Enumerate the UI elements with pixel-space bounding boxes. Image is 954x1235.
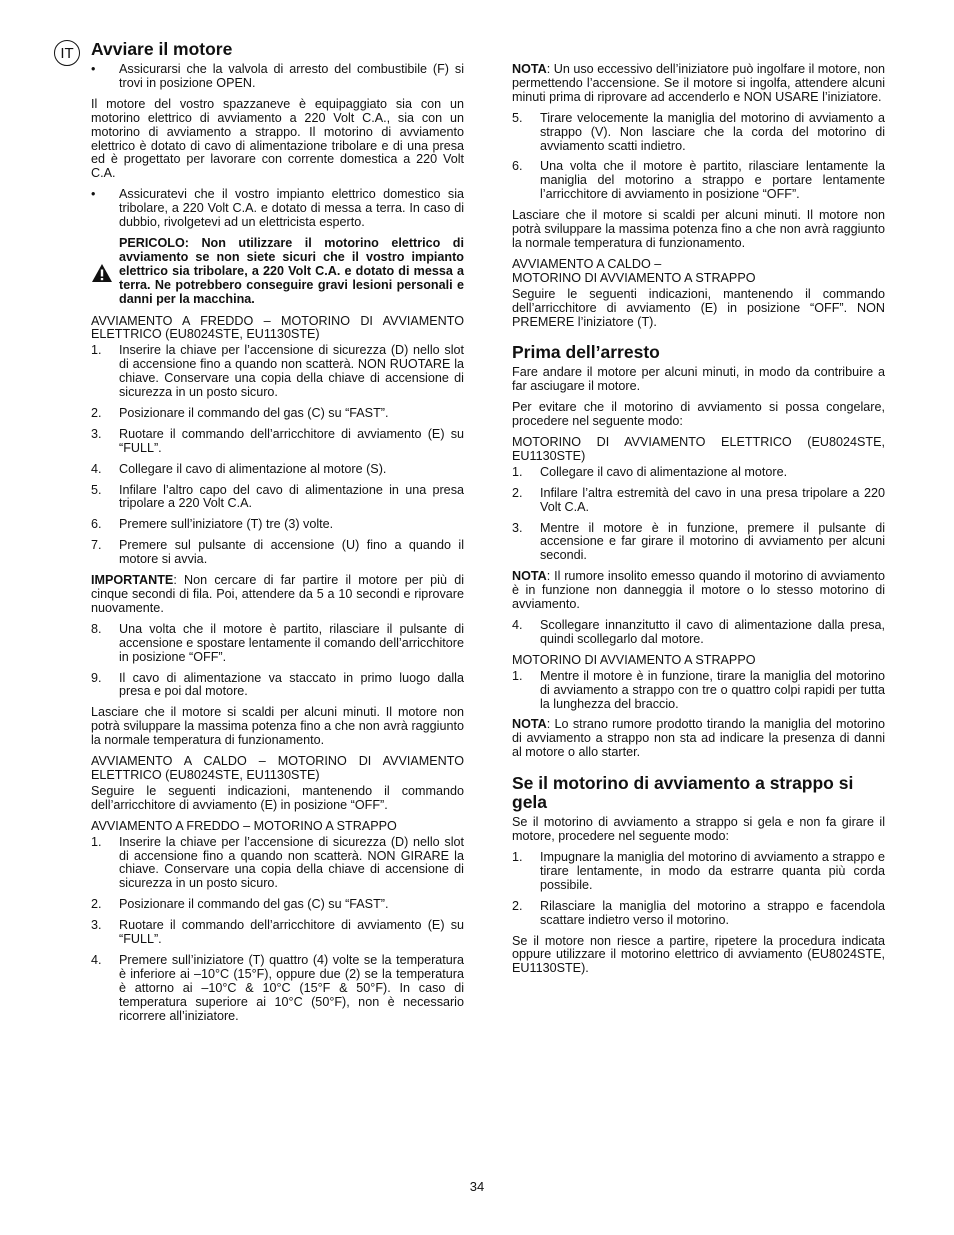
subsection-header: AVVIAMENTO A CALDO – [512,256,662,271]
subsection-header: MOTORINO DI AVVIAMENTO ELETTRICO (EU8024STE, EU1130STE) [512,435,885,463]
step-number: 1. [512,849,523,864]
step-number: 3. [91,918,102,933]
step-item [91,428,464,456]
step-text: Scollegare innanzitutto il cavo di alimentazione dalla presa, quindi scollegarlo dal motore. [540,618,885,646]
step-text: Il cavo di alimentazione va staccato in primo luogo dalla presa e poi dal motore. [119,670,464,699]
step-text: Infilare l’altro capo del cavo di alimentazione in una presa tripolare a 220 Volt C.A. [119,482,464,511]
step-number: 4. [91,461,102,476]
note: NOTA: Il rumore insolito emesso quando il motorino di avviamento è in funzione non danneggia il motore o lo stesso motorino di avviamento. [512,569,885,612]
step-list [512,670,885,712]
step-number: 5. [512,110,523,125]
step-item [512,851,885,893]
subsection-header: MOTORINO DI AVVIAMENTO A STRAPPO [512,270,756,285]
section-title-frozen-starter: Se il motorino di avviamento a strappo si gela [512,773,854,813]
important-note: IMPORTANTE: Non cercare di far partire il motore per più di cinque secondi di fila. Poi, attendere da 5 a 10 secondi e riprovare nuovamente. [91,573,464,615]
step-text: Una volta che il motore è partito, rilasciare lentamente la maniglia del motorino a strappo e portare lentamente l’arricchitore di avviamento in posizione “OFF”. [540,159,885,202]
step-number: 4. [91,952,102,967]
step-text: Rilasciare la maniglia del motorino a strappo e facendola scattare indietro verso il motorino. [540,898,885,927]
section-title-before-stop: Prima dell’arresto [512,342,660,363]
bullet-item: • Assicurarsi che la valvola di arresto del combustibile (F) si trovi in posizione OPEN. [91,63,464,91]
subsection-header: AVVIAMENTO A CALDO – MOTORINO DI AVVIAMENTO ELETTRICO (EU8024STE, EU1130STE) [91,754,464,782]
step-item [91,672,464,700]
step-number: 2. [91,405,102,420]
paragraph: Se il motore non riesce a partire, ripetere la procedura indicata oppure utilizzare il motorino elettrico di avviamento (EU8024STE, EU1130STE). [512,933,885,976]
paragraph: Seguire le seguenti indicazioni, mantenendo il commando dell’arricchitore di avviamento (E) in posizione “OFF”. [91,783,464,812]
step-item [512,522,885,564]
step-number: 3. [512,520,523,535]
step-number: 2. [91,897,102,912]
note: NOTA: Un uso eccessivo dell’iniziatore può ingolfare il motore, non permettendo l’accensione. Se il motore si ingolfa, attendere alcuni minuti prima di riprovare ad accenderlo e NON USARE l’iniziatore. [512,62,885,104]
step-text: Tirare velocemente la maniglia del motorino di avviamento a strappo (V). Non lasciare che la corda del motorino di avviamento scatti indietro. [540,110,885,153]
step-list [512,851,885,928]
step-number: 8. [91,621,102,636]
step-text: Inserire la chiave per l’accensione di sicurezza (D) nello slot di accensione fino a quando non scatterà. NON RUOTARE la chiave. Conservare una copia della chiave di accensione di sicurezza in un posto sicuro. [119,343,464,400]
step-number: 1. [91,343,102,358]
danger-warning [91,237,464,307]
step-number: 1. [512,464,523,479]
step-text: Collegare il cavo di alimentazione al motore (S). [119,461,387,476]
step-text: Ruotare il commando dell’arricchitore di avviamento (E) su “FULL”. [119,426,464,455]
step-text: Inserire la chiave per l’accensione di sicurezza (D) nello slot di accensione fino a quando non scatterà. NON GIRARE la chiave. Conservare una copia della chiave di accensione di sicurezza in un posto sicuro. [119,834,464,891]
step-text: Ruotare il commando dell’arricchitore di avviamento (E) su “FULL”. [119,918,464,947]
step-number: 2. [512,898,523,913]
step-item [512,487,885,515]
left-column [91,40,464,1030]
step-text: Una volta che il motore è partito, rilasciare il pulsante di accensione e spostare lentamente il comando dell’arricchitore in posizione “OFF”. [119,621,464,664]
step-list [91,344,464,567]
step-number: 1. [91,834,102,849]
step-text: Posizionare il commando del gas (C) su “FAST”. [119,405,389,420]
step-list [512,112,885,202]
bullet-item: • Assicuratevi che il vostro impianto elettrico domestico sia tribolare, a 220 Volt C.A. e dotato di messa a terra. In caso di dubbio, rivolgetevi ad un elettricista esperto. [91,188,464,230]
step-item [91,407,464,421]
step-text: Premere sull’iniziatore (T) tre (3) volte. [119,517,334,532]
paragraph: Lasciare che il motore si scaldi per alcuni minuti. Il motore non potrà sviluppare la massima potenza fino a che non avrà raggiunto la normale temperatura di funzionamento. [91,705,464,748]
bullet-list [91,63,464,91]
step-item [91,898,464,912]
step-item [512,670,885,712]
page-number: 34 [469,1179,485,1194]
step-number: 7. [91,538,102,553]
note: NOTA: Lo strano rumore prodotto tirando la maniglia del motorino di avviamento a strappo non sta ad indicare la presenza di danni al motore o allo starter. [512,717,885,760]
step-item [91,344,464,400]
section-title-start-engine: Avviare il motore [91,39,233,59]
step-item [512,466,885,480]
step-text: Impugnare la maniglia del motorino di avviamento a strappo e tirare lentamente, in modo da estrarre quanta più corda possibile. [540,849,885,892]
step-text: Mentre il motore è in funzione, tirare la maniglia del motorino di avviamento a strappo con tre o quattro colpi rapidi per tutta la lunghezza del braccio. [540,668,885,711]
step-list [512,466,885,563]
language-badge: IT [54,40,80,66]
step-text: Collegare il cavo di alimentazione al motore. [540,464,788,479]
step-item [91,919,464,947]
warning-triangle-icon [91,263,113,283]
step-list [91,623,464,700]
paragraph: Lasciare che il motore si scaldi per alcuni minuti. Il motore non potrà sviluppare la massima potenza fino a che non avrà raggiunto la normale temperatura di funzionamento. [512,208,885,250]
step-text: Premere sul pulsante di accensione (U) fino a quando il motore si avvia. [119,538,464,567]
bullet-list [91,188,464,230]
danger-text: PERICOLO: Non utilizzare il motorino elettrico di avviamento se non siete sicuri che il vostro impianto elettrico sia tribolare, a 220 Volt C.A. e dotato di messa a terra. Ne potrebbero conseguire gravi lesioni personali e danni per la macchina. [119,235,464,306]
step-list [512,619,885,647]
step-item [512,160,885,202]
step-item [512,619,885,647]
step-item [91,954,464,1024]
step-text: Mentre il motore è in funzione, premere il pulsante di accensione e far girare il motorino di avviamento per alcuni secondi. [540,520,885,563]
step-number: 9. [91,670,102,685]
step-number: 5. [91,482,102,497]
subsection-header: MOTORINO DI AVVIAMENTO A STRAPPO [512,652,756,667]
step-item [512,112,885,154]
step-number: 1. [512,668,523,683]
step-number: 6. [91,517,102,532]
step-item [91,518,464,532]
paragraph: Il motore del vostro spazzaneve è equipaggiato sia con un motorino elettrico di avviamento a 220 Volt C.A., sia con un motorino di avviamento a strappo. Il motorino di avviamento elettrico è dotato di cavo di alimentazione tribolare e di una presa ed è progettato per lavorare con corrente domestica a 220 Volt C.A. [91,96,464,181]
step-item [512,900,885,928]
step-item [91,623,464,665]
step-item [91,463,464,477]
paragraph: Se il motorino di avviamento a strappo si gela e non fa girare il motore, procedere nel seguente modo: [512,815,885,844]
step-item [91,484,464,512]
step-number: 4. [512,618,523,632]
step-number: 3. [91,426,102,441]
step-number: 2. [512,485,523,500]
subsection-header: AVVIAMENTO A FREDDO – MOTORINO A STRAPPO [91,818,397,833]
step-list [91,836,464,1024]
paragraph: Fare andare il motore per alcuni minuti, in modo da contribuire a far asciugare il motore. [512,365,885,394]
paragraph: Per evitare che il motorino di avviamento si possa congelare, procedere nel seguente modo: [512,400,885,429]
step-number: 6. [512,159,523,174]
step-item [91,836,464,892]
step-text: Premere sull’iniziatore (T) quattro (4) volte se la temperatura è inferiore ai –10°C (15°F), oppure due (2) se la temperatura è attorno ai –10°C & 10°C (15°F & 50°F). In caso di temperatura superiore ai 10°C (50°F), non è necessario ricorrere all’iniziatore. [119,952,464,1023]
subsection-header: AVVIAMENTO A FREDDO – MOTORINO DI AVVIAMENTO ELETTRICO (EU8024STE, EU1130STE) [91,313,464,342]
step-text: Infilare l’altra estremità del cavo in una presa tripolare a 220 Volt C.A. [540,485,885,514]
paragraph: Seguire le seguenti indicazioni, mantenendo il commando dell’arricchitore di avviamento (E) in posizione “OFF”. NON PREMERE l’iniziatore (T). [512,286,885,329]
step-item [91,539,464,567]
step-text: Posizionare il commando del gas (C) su “FAST”. [119,897,389,912]
right-column [512,63,885,983]
